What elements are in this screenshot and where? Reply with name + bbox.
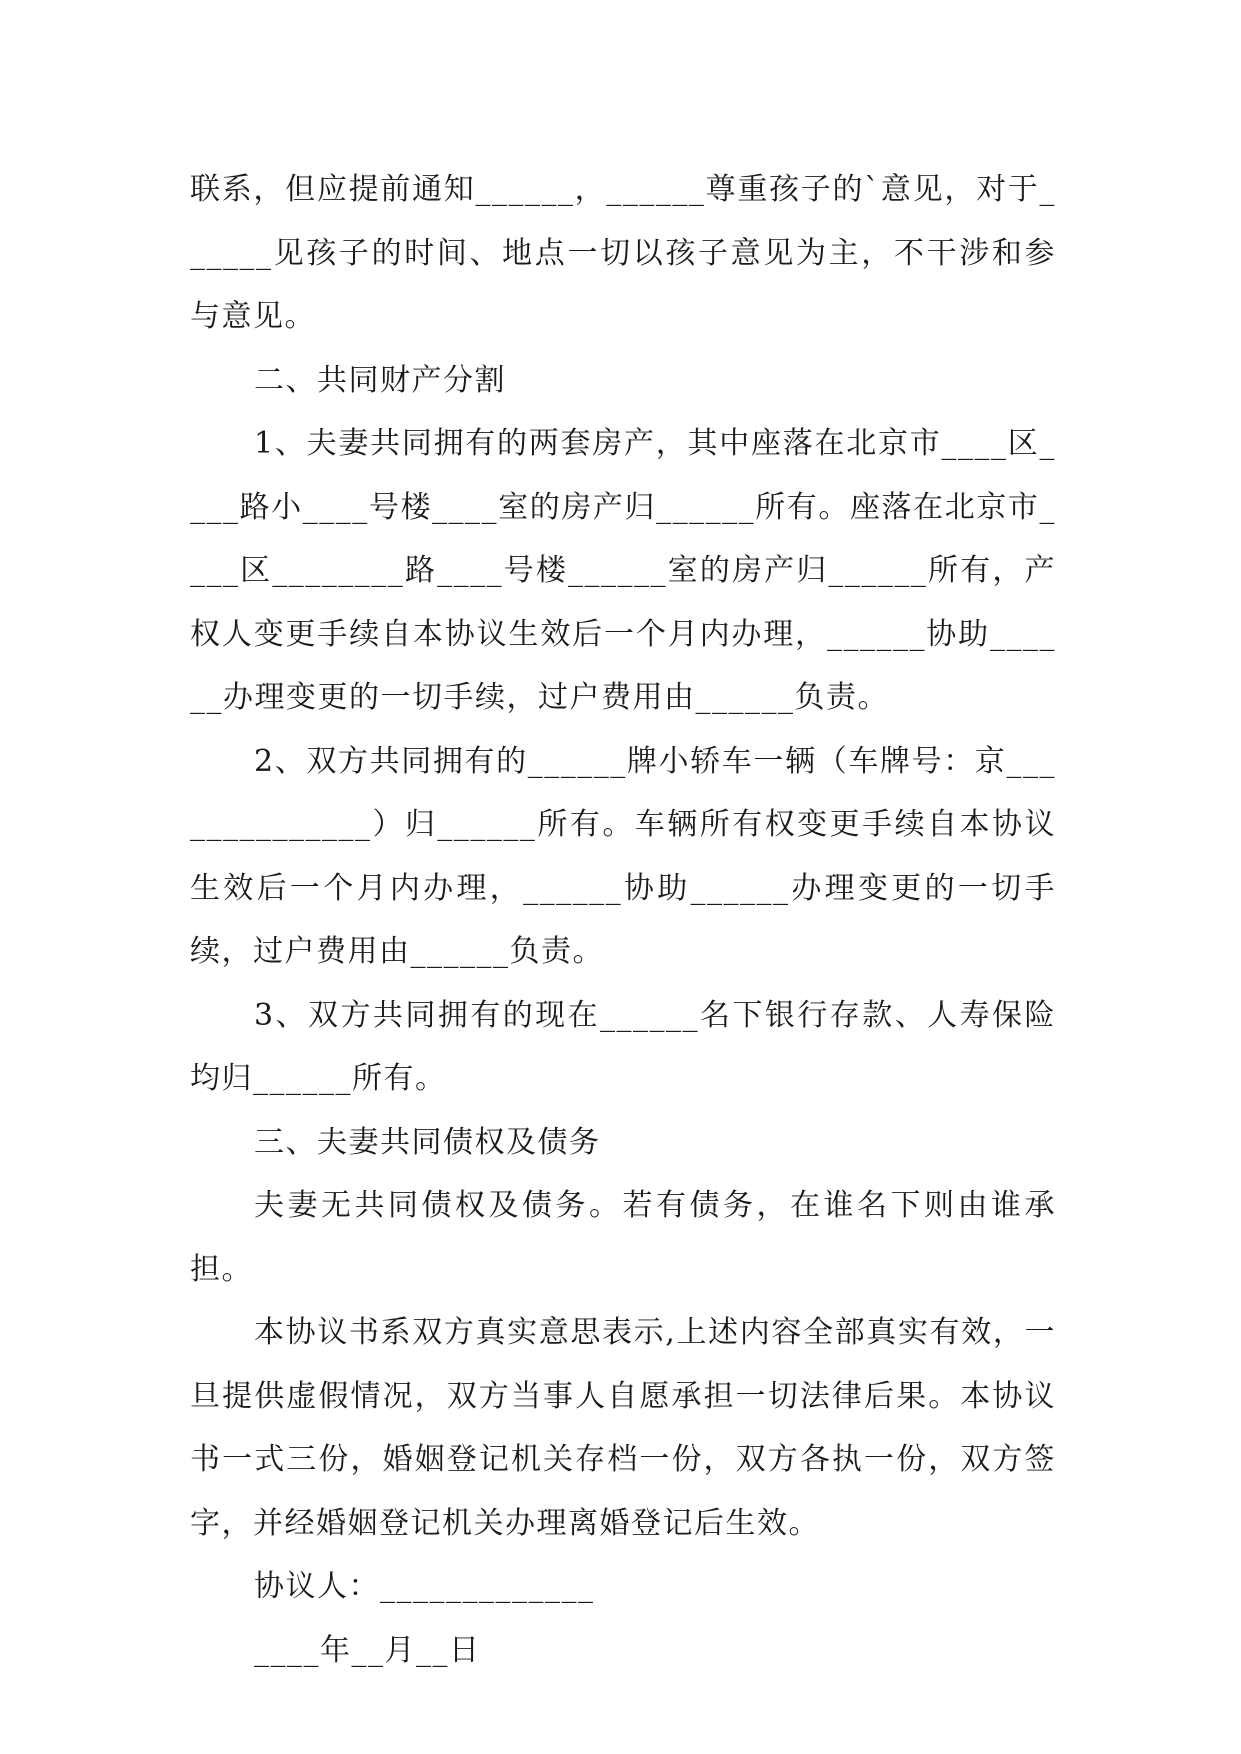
date-line: ____年__月__日 <box>254 1632 481 1668</box>
heading-property-division: 二、共同财产分割 <box>254 362 506 398</box>
paragraph-deposits: 3、双方共同拥有的现在______名下银行存款、人寿保险均归______所有。 <box>190 997 1056 1096</box>
paragraph-real-estate: 1、夫妻共同拥有的两套房产，其中座落在北京市____区____路小____号楼____室的房产归______所有。座落在北京市____区________路____号楼______室的房产归______所有，产权人变更手续自本协议生效后一个月内办理，______协助______办理变更的一切手续，过户费用由______负责。 <box>190 426 1056 715</box>
paragraph-visitation-continued: 联系，但应提前通知______，______尊重孩子的`意见，对于______见孩子的时间、地点一切以孩子意见为主，不干涉和参与意见。 <box>190 172 1056 334</box>
paragraph-validity: 本协议书系双方真实意思表示,上述内容全部真实有效，一旦提供虚假情况，双方当事人自愿承担一切法律后果。本协议书一式三份，婚姻登记机关存档一份，双方各执一份，双方签字，并经婚姻登记机关办理离婚登记后生效。 <box>190 1315 1056 1541</box>
document-page <box>190 158 1056 1682</box>
heading-debts: 三、夫妻共同债权及债务 <box>254 1124 601 1160</box>
paragraph-vehicle: 2、双方共同拥有的______牌小轿车一辆（车牌号：京______________）归______所有。车辆所有权变更手续自本协议生效后一个月内办理，______协助______办理变更的一切手续，过户费用由______负责。 <box>190 743 1056 969</box>
paragraph-debts: 夫妻无共同债权及债务。若有债务，在谁名下则由谁承担。 <box>190 1188 1056 1287</box>
signature-line: 协议人：_____________ <box>254 1569 595 1604</box>
